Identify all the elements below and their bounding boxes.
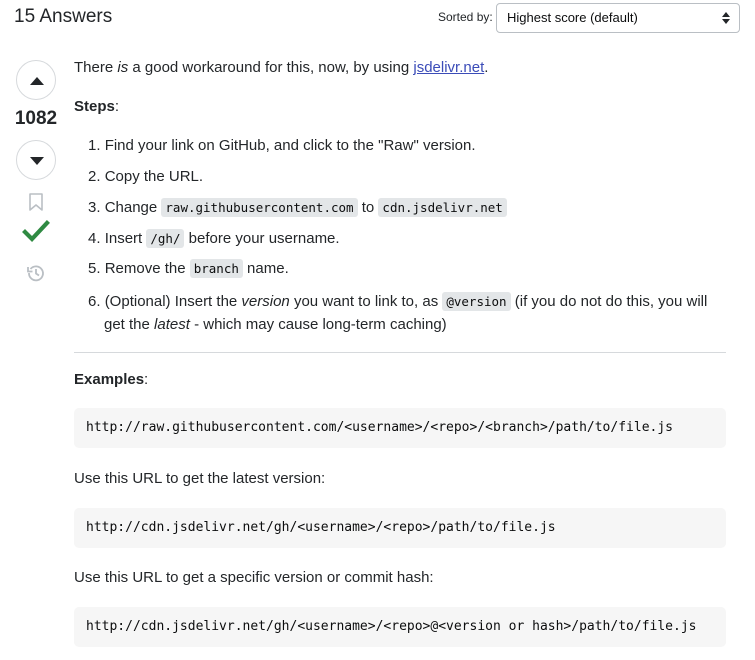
inline-code: cdn.jsdelivr.net bbox=[378, 198, 506, 217]
step-text: Copy the URL. bbox=[104, 168, 204, 185]
step-text: Insert bbox=[104, 230, 147, 247]
step-number: 1. bbox=[88, 137, 101, 154]
answers-count: 15 Answers bbox=[14, 6, 113, 27]
step-text: Remove the bbox=[104, 260, 190, 277]
step-emphasis: latest bbox=[154, 316, 190, 333]
steps-heading bbox=[74, 97, 119, 117]
intro-paragraph bbox=[74, 58, 488, 78]
step-number: 5. bbox=[88, 260, 101, 277]
step-text: Change bbox=[104, 199, 162, 216]
downvote-button[interactable] bbox=[16, 140, 56, 180]
step-text: - which may cause long-term caching) bbox=[189, 316, 447, 333]
step-number: 2. bbox=[88, 168, 101, 185]
upvote-button[interactable] bbox=[16, 60, 56, 100]
step-number: 4. bbox=[88, 230, 101, 247]
step-text: get the bbox=[104, 316, 155, 333]
step-text: (if you do not do this, you will bbox=[510, 293, 708, 310]
step-number: 3. bbox=[88, 199, 101, 216]
intro-emphasis: is bbox=[117, 59, 129, 76]
arrow-down-icon bbox=[28, 152, 46, 170]
examples-heading bbox=[74, 370, 148, 390]
examples-heading-label: Examples bbox=[74, 371, 145, 388]
divider bbox=[74, 352, 726, 353]
vote-count: 1082 bbox=[14, 108, 58, 129]
list-item bbox=[88, 198, 726, 218]
steps-heading-colon: : bbox=[114, 98, 120, 115]
list-item bbox=[88, 259, 726, 279]
intro-text-end: . bbox=[484, 59, 489, 76]
sort-selected-value: Highest score (default) bbox=[507, 10, 638, 25]
steps-heading-label: Steps bbox=[74, 98, 115, 115]
jsdelivr-link[interactable]: jsdelivr.net bbox=[413, 59, 485, 76]
intro-text: There bbox=[74, 59, 118, 76]
step-text: (Optional) Insert the bbox=[104, 293, 242, 310]
step-text: Find your link on GitHub, and click to the "Raw" version. bbox=[104, 137, 476, 154]
list-item bbox=[88, 229, 726, 249]
inline-code: @version bbox=[442, 292, 510, 311]
code-block-raw-url: http://raw.githubusercontent.com/<username>/<repo>/<branch>/path/to/file.js bbox=[74, 408, 726, 448]
checkmark-icon bbox=[22, 218, 50, 246]
list-item bbox=[88, 290, 726, 336]
step-number: 6. bbox=[88, 293, 101, 310]
answers-header bbox=[0, 0, 755, 38]
history-icon[interactable] bbox=[26, 263, 46, 283]
list-item bbox=[88, 167, 726, 187]
code-block-specific-url: http://cdn.jsdelivr.net/gh/<username>/<repo>@<version or hash>/path/to/file.js bbox=[74, 607, 726, 647]
examples-heading-colon: : bbox=[144, 371, 149, 388]
latest-version-text: Use this URL to get the latest version: bbox=[74, 470, 326, 487]
arrow-up-icon bbox=[28, 72, 46, 90]
inline-code: branch bbox=[190, 259, 243, 278]
bookmark-icon[interactable] bbox=[27, 192, 45, 212]
step-text: before your username. bbox=[184, 230, 340, 247]
step-text: to bbox=[357, 199, 379, 216]
caret-updown-icon bbox=[722, 12, 730, 24]
specific-version-text: Use this URL to get a specific version or commit hash: bbox=[74, 569, 434, 586]
list-item bbox=[88, 136, 726, 156]
sort-select[interactable] bbox=[496, 3, 740, 33]
inline-code: /gh/ bbox=[146, 229, 184, 248]
code-block-latest-url: http://cdn.jsdelivr.net/gh/<username>/<repo>/path/to/file.js bbox=[74, 508, 726, 548]
intro-text-middle: a good workaround for this, now, by using bbox=[128, 59, 414, 76]
step-text: name. bbox=[242, 260, 289, 277]
step-emphasis: version bbox=[241, 293, 290, 310]
inline-code: raw.githubusercontent.com bbox=[161, 198, 357, 217]
step-text: you want to link to, as bbox=[289, 293, 443, 310]
sort-label: Sorted by: bbox=[438, 10, 493, 24]
